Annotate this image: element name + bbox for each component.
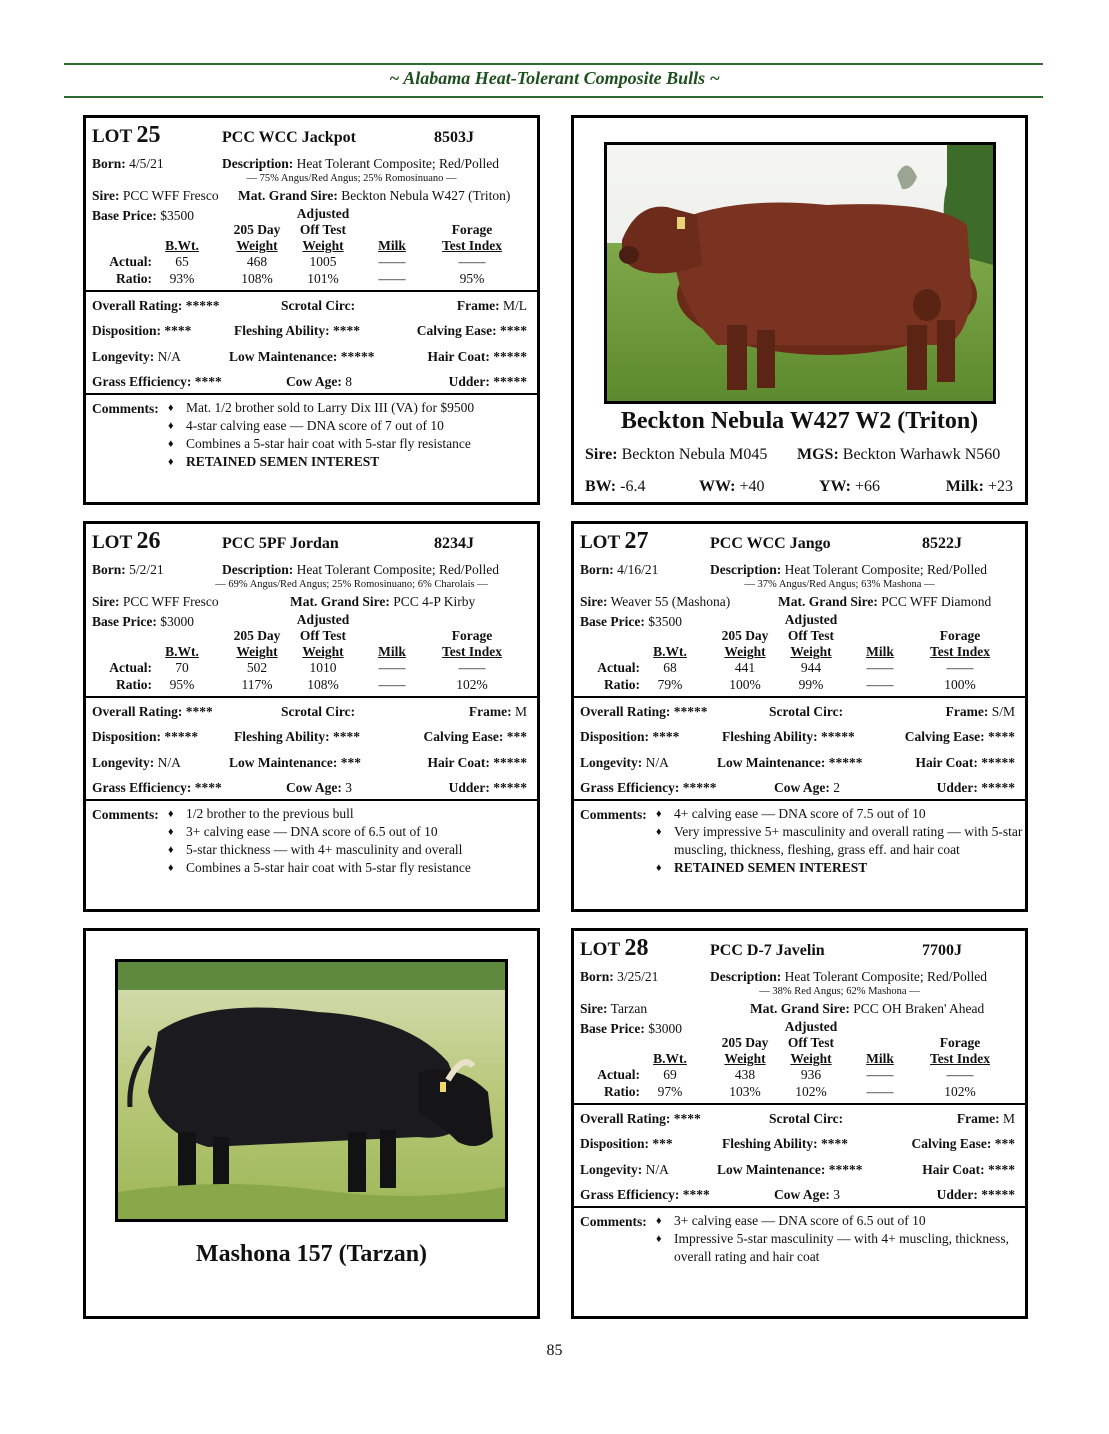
header-rule-bottom — [64, 96, 1043, 98]
lot-number: LOT 25 — [92, 122, 161, 148]
overall-rating: Overall Rating: **** — [92, 704, 213, 719]
cow-age: Cow Age: 3 — [286, 780, 352, 795]
comment-item: ♦ Combines a 5-star hair coat with 5-star fly resistance — [168, 859, 537, 877]
comment-item: ♦ Impressive 5-star masculinity — with 4+ muscling, thickness, overall rating and hair coat — [656, 1230, 1025, 1266]
low-maintenance: Low Maintenance: ***** — [229, 349, 375, 364]
longevity: Longevity: N/A — [580, 755, 669, 770]
bull-name: PCC WCC Jango — [710, 535, 831, 552]
disposition: Disposition: **** — [92, 323, 192, 338]
lot-number: LOT 26 — [92, 528, 161, 554]
comment-item: ♦ 3+ calving ease — DNA score of 6.5 out of 10 — [168, 823, 537, 841]
scrotal-circ: Scrotal Circ: — [769, 1111, 844, 1126]
composition: — 37% Angus/Red Angus; 63% Mashona — — [744, 579, 935, 590]
calving-ease: Calving Ease: **** — [904, 729, 1015, 744]
overall-rating: Overall Rating: ***** — [580, 704, 708, 719]
frame: Frame: M — [468, 704, 527, 719]
description: Description: Heat Tolerant Composite; Red/Polled — [710, 969, 988, 984]
fleshing-ability: Fleshing Ability: **** — [234, 729, 361, 744]
ratings — [574, 1103, 1025, 1208]
lot-26-card — [83, 521, 540, 912]
triton-title: Beckton Nebula W427 W2 (Triton) — [620, 408, 979, 434]
comment-item: ♦ RETAINED SEMEN INTEREST — [656, 859, 1025, 877]
base-price: Base Price: $3500 — [92, 208, 194, 223]
born-date: Born: 3/25/21 — [580, 969, 659, 984]
comment-item: ♦ 4-star calving ease — DNA score of 7 out of 10 — [168, 417, 537, 435]
comment-item: ♦ Combines a 5-star hair coat with 5-star fly resistance — [168, 435, 537, 453]
calving-ease: Calving Ease: *** — [423, 729, 527, 744]
cow-age: Cow Age: 8 — [286, 374, 352, 389]
grass-efficiency: Grass Efficiency: **** — [92, 780, 222, 795]
col-bwt: B.Wt. — [165, 238, 199, 253]
sire: Sire: Weaver 55 (Mashona) — [580, 594, 731, 609]
tarzan-photo — [115, 959, 508, 1222]
base-price: Base Price: $3500 — [580, 614, 682, 629]
tag-number: 7700J — [922, 942, 962, 959]
low-maintenance: Low Maintenance: ***** — [717, 1162, 863, 1177]
frame: Frame: M/L — [456, 298, 527, 313]
lot-number: LOT 28 — [580, 935, 649, 961]
longevity: Longevity: N/A — [92, 349, 181, 364]
mat-grand-sire: Mat. Grand Sire: PCC WFF Diamond — [778, 594, 992, 609]
udder: Udder: ***** — [936, 780, 1015, 795]
calving-ease: Calving Ease: *** — [911, 1136, 1015, 1151]
bull-name: PCC WCC Jackpot — [222, 129, 356, 146]
tag-number: 8522J — [922, 535, 962, 552]
cow-age: Cow Age: 3 — [774, 1187, 840, 1202]
composition: — 69% Angus/Red Angus; 25% Romosinuano; 6% Charolais — — [215, 579, 488, 590]
born-date: Born: 4/16/21 — [580, 562, 659, 577]
ratings — [86, 696, 537, 801]
lot-number: LOT 27 — [580, 528, 649, 554]
performance-table: Base Price: $3500 Adjusted 205 Day Off Test Forage B.Wt. Weight Weight Milk Test Index Actual: 65 468 1005 —— —— Ratio: 93% 108% 101% —— 95% — [92, 206, 502, 286]
frame: Frame: S/M — [945, 704, 1015, 719]
grass-efficiency: Grass Efficiency: **** — [580, 1187, 710, 1202]
triton-photo — [604, 142, 996, 404]
black-bull-image — [118, 962, 505, 1219]
ratings — [574, 696, 1025, 801]
scrotal-circ: Scrotal Circ: — [281, 298, 356, 313]
description: Description: Heat Tolerant Composite; Red/Polled — [222, 156, 500, 171]
overall-rating: Overall Rating: **** — [580, 1111, 701, 1126]
performance-table: Base Price: $3500 Adjusted 205 Day Off Test Forage B.Wt. Weight Weight Milk Test Index Actual: 68 441 944 —— —— Ratio: 79% 100% 99% —— 100% — [580, 612, 990, 692]
fleshing-ability: Fleshing Ability: **** — [722, 1136, 849, 1151]
disposition: Disposition: **** — [580, 729, 680, 744]
tarzan-card — [83, 928, 540, 1319]
scrotal-circ: Scrotal Circ: — [769, 704, 844, 719]
base-price: Base Price: $3000 — [92, 614, 194, 629]
ratings — [86, 290, 537, 395]
comments: Comments: ♦ 1/2 brother to the previous bull ♦ 3+ calving ease — DNA score of 6.5 out of 10 ♦ 5-star thickness — with 4+ masculinity and overall ♦ Combines a 5-star hair coat with 5-star fly resistance — [86, 801, 537, 877]
grass-efficiency: Grass Efficiency: ***** — [580, 780, 717, 795]
comment-item: ♦ Mat. 1/2 brother sold to Larry Dix III (VA) for $9500 — [168, 399, 537, 417]
hair-coat: Hair Coat: ***** — [427, 755, 527, 770]
lot-27-card — [571, 521, 1028, 912]
col-bwt: B.Wt. — [653, 644, 687, 659]
col-bwt: B.Wt. — [165, 644, 199, 659]
page-header: ~ Alabama Heat-Tolerant Composite Bulls ~ — [389, 68, 720, 88]
col-bwt: B.Wt. — [653, 1051, 687, 1066]
composition: — 75% Angus/Red Angus; 25% Romosinuano — — [246, 173, 457, 184]
udder: Udder: ***** — [936, 1187, 1015, 1202]
cow-age: Cow Age: 2 — [774, 780, 840, 795]
lot-25-card — [83, 115, 540, 505]
comment-item: ♦ 4+ calving ease — DNA score of 7.5 out of 10 — [656, 805, 1025, 823]
disposition: Disposition: ***** — [92, 729, 199, 744]
page-number: 85 — [546, 1342, 563, 1359]
description: Description: Heat Tolerant Composite; Red/Polled — [710, 562, 988, 577]
bull-name: PCC D-7 Javelin — [710, 942, 825, 959]
triton-mgs: MGS: Beckton Warhawk N560 — [797, 446, 1001, 463]
fleshing-ability: Fleshing Ability: ***** — [722, 729, 855, 744]
sire: Sire: Tarzan — [580, 1001, 648, 1016]
bull-name: PCC 5PF Jordan — [222, 535, 339, 552]
mat-grand-sire: Mat. Grand Sire: PCC OH Braken' Ahead — [750, 1001, 985, 1016]
triton-yw: YW: +66 — [819, 478, 881, 495]
udder: Udder: ***** — [448, 780, 527, 795]
triton-milk: Milk: +23 — [945, 478, 1013, 495]
tarzan-title: Mashona 157 (Tarzan) — [195, 1241, 428, 1267]
sire: Sire: PCC WFF Fresco — [92, 594, 219, 609]
disposition: Disposition: *** — [580, 1136, 673, 1151]
description: Description: Heat Tolerant Composite; Red/Polled — [222, 562, 500, 577]
scrotal-circ: Scrotal Circ: — [281, 704, 356, 719]
sire: Sire: PCC WFF Fresco — [92, 188, 219, 203]
born-date: Born: 4/5/21 — [92, 156, 164, 171]
comment-item: ♦ 3+ calving ease — DNA score of 6.5 out of 10 — [656, 1212, 1025, 1230]
triton-ww: WW: +40 — [699, 478, 765, 495]
comment-item: ♦ 5-star thickness — with 4+ masculinity and overall — [168, 841, 537, 859]
base-price: Base Price: $3000 — [580, 1021, 682, 1036]
lot-28-card — [571, 928, 1028, 1319]
grass-efficiency: Grass Efficiency: **** — [92, 374, 222, 389]
mat-grand-sire: Mat. Grand Sire: PCC 4-P Kirby — [290, 594, 476, 609]
composition: — 38% Red Angus; 62% Mashona — — [759, 986, 920, 997]
comment-item: ♦ RETAINED SEMEN INTEREST — [168, 453, 537, 471]
triton-card — [571, 115, 1028, 505]
calving-ease: Calving Ease: **** — [416, 323, 527, 338]
mat-grand-sire: Mat. Grand Sire: Beckton Nebula W427 (Triton) — [238, 188, 511, 203]
low-maintenance: Low Maintenance: *** — [229, 755, 361, 770]
hair-coat: Hair Coat: ***** — [427, 349, 527, 364]
performance-table: Base Price: $3000 Adjusted 205 Day Off Test Forage B.Wt. Weight Weight Milk Test Index Actual: 69 438 936 —— —— Ratio: 97% 103% 102% —— 102% — [580, 1019, 990, 1099]
comment-item: ♦ 1/2 brother to the previous bull — [168, 805, 537, 823]
tag-number: 8503J — [434, 129, 474, 146]
triton-sire: Sire: Beckton Nebula M045 — [585, 446, 768, 463]
udder: Udder: ***** — [448, 374, 527, 389]
fleshing-ability: Fleshing Ability: **** — [234, 323, 361, 338]
red-bull-image — [607, 145, 993, 401]
tag-number: 8234J — [434, 535, 474, 552]
longevity: Longevity: N/A — [92, 755, 181, 770]
header-rule-top — [64, 63, 1043, 65]
comments: Comments: ♦ 4+ calving ease — DNA score of 7.5 out of 10 ♦ Very impressive 5+ masculinity and overall rating — with 5-star muscling, thickness, fleshing, grass eff. and hair coat ♦ RETAINED SEMEN INTEREST — [574, 801, 1025, 877]
born-date: Born: 5/2/21 — [92, 562, 164, 577]
comment-item: ♦ Very impressive 5+ masculinity and overall rating — with 5-star muscling, thickness, fleshing, grass eff. and hair coat — [656, 823, 1025, 859]
triton-bw: BW: -6.4 — [585, 478, 646, 495]
hair-coat: Hair Coat: **** — [922, 1162, 1015, 1177]
overall-rating: Overall Rating: ***** — [92, 298, 220, 313]
comments: Comments: ♦ Mat. 1/2 brother sold to Larry Dix III (VA) for $9500 ♦ 4-star calving ease — DNA score of 7 out of 10 ♦ Combines a 5-star hair coat with 5-star fly resistance ♦ RETAINED SEMEN INTEREST — [86, 395, 537, 471]
comments: Comments: ♦ 3+ calving ease — DNA score of 6.5 out of 10 ♦ Impressive 5-star masculinity — with 4+ muscling, thickness, overall rating and hair coat — [574, 1208, 1025, 1266]
low-maintenance: Low Maintenance: ***** — [717, 755, 863, 770]
frame: Frame: M — [956, 1111, 1015, 1126]
performance-table: Base Price: $3000 Adjusted 205 Day Off Test Forage B.Wt. Weight Weight Milk Test Index Actual: 70 502 1010 —— —— Ratio: 95% 117% 108% —— 102% — [92, 612, 502, 692]
hair-coat: Hair Coat: ***** — [915, 755, 1015, 770]
longevity: Longevity: N/A — [580, 1162, 669, 1177]
